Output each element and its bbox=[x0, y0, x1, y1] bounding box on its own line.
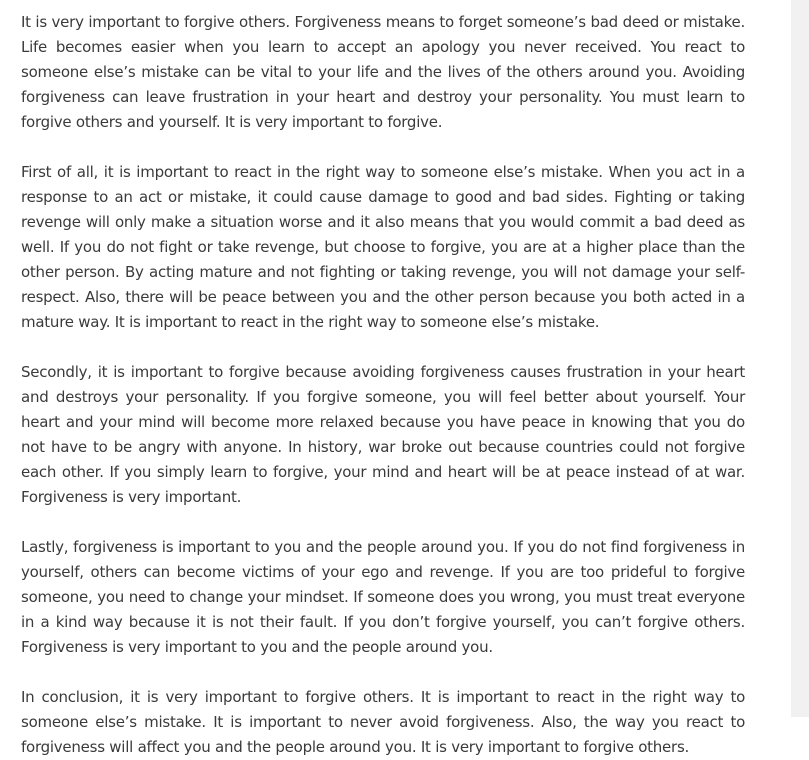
paragraph-first: First of all, it is important to react in the right way to someone else’s mistake. When you act in a response to an act or mistake, it could cause damage to good and bad sides. Fighting or taking revenge will only make a situation worse and it also means that you would commit a bad deed as well. If you do not fight or take revenge, but choose to forgive, you are at a higher place than the other person. By acting mature and not fighting or taking revenge, you will not damage your self-respect. Also, there will be peace between you and the other person because you both acted in a mature way. It is important to react in the right way to someone else’s mistake. bbox=[21, 163, 745, 331]
sidebar-strip bbox=[791, 0, 809, 717]
essay-body bbox=[21, 10, 745, 760]
paragraph-conclusion: In conclusion, it is very important to forgive others. It is important to react in the right way to someone else’s mistake. It is important to never avoid forgiveness. Also, the way you react to forgiveness will affect you and the people around you. It is very important to forgive others. bbox=[21, 688, 745, 756]
paragraph-intro: It is very important to forgive others. Forgiveness means to forget someone’s bad deed or mistake. Life becomes easier when you learn to accept an apology you never received. You react to someone else’s mistake can be vital to your life and the lives of the others around you. Avoiding forgiveness can leave frustration in your heart and destroy your personality. You must learn to forgive others and yourself. It is very important to forgive. bbox=[21, 13, 745, 131]
paragraph-second: Secondly, it is important to forgive because avoiding forgiveness causes frustration in your heart and destroys your personality. If you forgive someone, you will feel better about yourself. Your heart and your mind will become more relaxed because you have peace in knowing that you do not have to be angry with anyone. In history, war broke out because countries could not forgive each other. If you simply learn to forgive, your mind and heart will be at peace instead of at war. Forgiveness is very important. bbox=[21, 363, 745, 506]
paragraph-third: Lastly, forgiveness is important to you and the people around you. If you do not find forgiveness in yourself, others can become victims of your ego and revenge. If you are too prideful to forgive someone, you need to change your mindset. If someone does you wrong, you must treat everyone in a kind way because it is not their fault. If you don’t forgive yourself, you can’t forgive others. Forgiveness is very important to you and the people around you. bbox=[21, 538, 745, 656]
